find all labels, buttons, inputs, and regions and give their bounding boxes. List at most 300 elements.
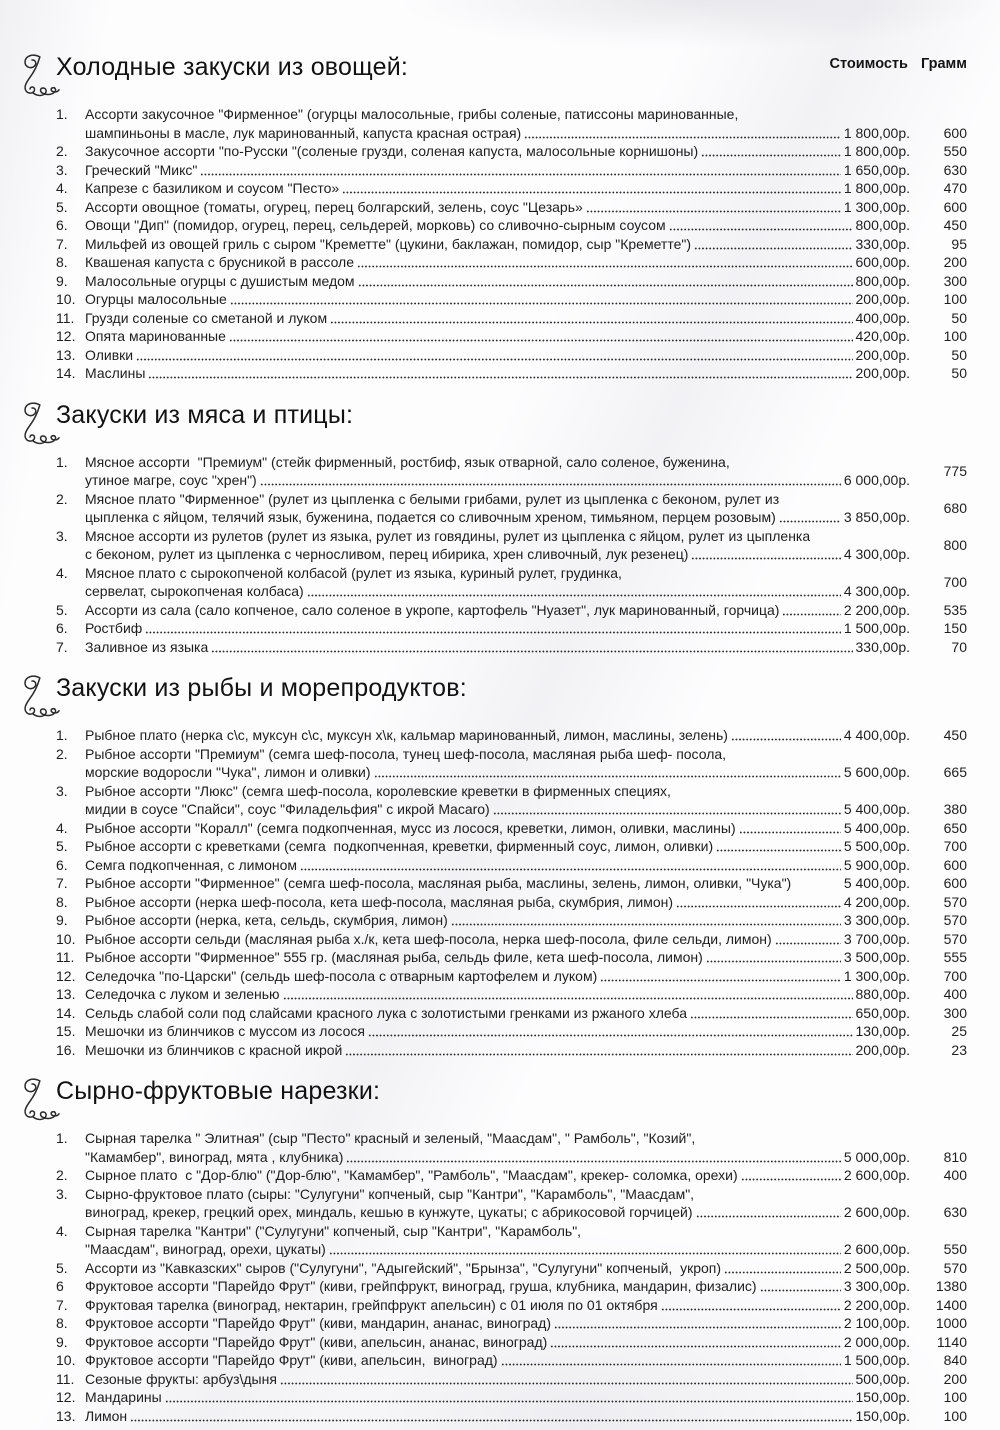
item-line <box>56 1259 910 1278</box>
item-description: утиное магре, соус "хрен") <box>85 472 257 488</box>
item-price: 2 600,00р. <box>843 1241 910 1257</box>
item-description: с беконом, рулет из цыпленка с черносливом, перец ибирика, хрен сливочный, лук резенец) <box>85 546 689 562</box>
item-description: Сельдь слабой соли под слайсами красного лука с золотистыми гренками из ржаного хлеба <box>85 1004 687 1021</box>
item-grams: 550 <box>943 143 967 159</box>
menu-item-row <box>56 327 967 346</box>
item-grams: 555 <box>943 949 967 965</box>
item-description: Сырное плато с "Дор-блю" ("Дор-блю", "Камамбер", "Рамболь", "Маасдам", крекер- соломка, орехи) <box>85 1167 738 1183</box>
item-text <box>56 1370 910 1389</box>
item-price: 5 500,00р. <box>843 838 910 854</box>
item-description: Мясное плато с сырокопченой колбасой (рулет из языка, куриный рулет, грудинка, <box>85 564 622 581</box>
menu-item-row <box>56 948 967 967</box>
item-line <box>56 800 910 819</box>
item-price: 880,00р. <box>855 986 910 1002</box>
item-text <box>56 1351 910 1370</box>
item-text <box>56 179 910 198</box>
menu-item-row <box>56 272 967 291</box>
item-description: виноград, крекер, грецкий орех, миндаль, кешью в кунжуте, цукаты; с абрикосовой горчицей) <box>85 1204 693 1220</box>
item-text <box>56 1004 910 1023</box>
menu-item-row <box>56 290 967 309</box>
item-line <box>56 142 910 161</box>
item-line <box>56 272 910 291</box>
item-line <box>56 819 910 838</box>
dotted-leader <box>229 338 853 343</box>
item-line <box>56 364 910 383</box>
section-header <box>20 52 967 96</box>
item-grams: 150 <box>943 620 967 636</box>
item-description: Маслины <box>85 365 146 381</box>
item-text <box>56 911 910 930</box>
item-text <box>56 1022 910 1041</box>
menu-item-row <box>56 837 967 856</box>
item-description: Закусочное ассорти "по-Русски "(соленые грузди, соленая капуста, малосольные корнишоны) <box>85 143 699 159</box>
item-number <box>56 1148 85 1167</box>
item-price: 650,00р. <box>855 1004 910 1021</box>
item-line <box>56 948 910 967</box>
item-text <box>56 930 910 949</box>
item-text <box>56 1277 910 1296</box>
flourish-icon <box>20 1077 60 1123</box>
item-grams: 23 <box>951 1041 967 1058</box>
item-grams: 200 <box>943 254 967 270</box>
item-price: 500,00р. <box>855 1370 910 1387</box>
item-line <box>56 782 910 801</box>
item-price: 5 400,00р. <box>843 875 910 891</box>
item-line <box>56 471 910 490</box>
item-number: 8. <box>56 254 68 270</box>
item-number: 7. <box>56 638 68 655</box>
item-price: 6 000,00р. <box>843 472 910 488</box>
item-description: Греческий "Микс" <box>85 161 198 178</box>
menu-item-row <box>56 911 967 930</box>
menu-item-row <box>56 1407 967 1426</box>
item-price: 1 800,00р. <box>843 124 910 141</box>
item-number: 11. <box>56 1370 75 1387</box>
item-grams: 800 <box>943 536 967 553</box>
section-items <box>56 726 967 1059</box>
dotted-leader <box>690 1015 853 1020</box>
item-text <box>56 819 910 838</box>
item-description: Рыбное ассорти (нерка, кета, сельдь, скумбрия, лимон) <box>85 912 448 928</box>
menu-item-row <box>56 1259 967 1278</box>
menu-item-row <box>56 346 967 365</box>
menu-item-row <box>56 1388 967 1407</box>
menu-item-row <box>56 745 967 782</box>
item-line <box>56 527 910 546</box>
dotted-leader <box>300 867 841 872</box>
item-line <box>56 508 910 527</box>
menu-item-row <box>56 1166 967 1185</box>
item-price: 4 300,00р. <box>843 583 910 599</box>
item-price: 130,00р. <box>855 1023 910 1039</box>
item-grams: 570 <box>943 1259 967 1276</box>
item-line <box>56 985 910 1004</box>
item-grams: 25 <box>951 1023 967 1039</box>
item-description: Рыбное плато (нерка с\с, муксун с\с, муксун х\к, кальмар маринованный, лимон, маслины, зелень) <box>85 727 728 743</box>
item-number: 7. <box>56 1296 68 1313</box>
item-number: 14. <box>56 365 76 381</box>
menu-item-row <box>56 1222 967 1259</box>
item-number: 5. <box>56 601 68 618</box>
dotted-leader <box>782 612 840 617</box>
item-number: 6. <box>56 856 68 873</box>
dotted-leader <box>136 357 852 362</box>
item-number: 4. <box>56 180 68 196</box>
item-price: 5 400,00р. <box>843 819 910 836</box>
item-line <box>56 1166 910 1185</box>
dotted-leader <box>368 1033 853 1038</box>
item-line <box>56 1203 910 1222</box>
item-number <box>56 124 85 143</box>
item-number: 3. <box>56 161 68 178</box>
section-items <box>56 105 967 383</box>
item-description: Рыбное ассорти "Фирменное" (семга шеф-посола, масляная рыба, маслины, зелень, лимон, оливки, "Чука") <box>85 875 792 891</box>
item-description: сервелат, сырокопченая колбаса) <box>85 583 304 599</box>
item-number <box>56 763 85 782</box>
item-number <box>56 1203 85 1222</box>
item-line <box>56 726 910 745</box>
dotted-leader <box>524 135 841 140</box>
dotted-leader <box>775 941 841 946</box>
item-description: Мешочки из блинчиков с красной икрой <box>85 1041 343 1058</box>
dotted-leader <box>794 885 841 890</box>
item-price: 3 500,00р. <box>843 949 910 965</box>
item-price: 420,00р. <box>855 328 910 344</box>
item-description: Семга подкопченная, с лимоном <box>85 856 297 873</box>
item-number: 8. <box>56 893 68 910</box>
item-description: Оливки <box>85 346 134 363</box>
menu-item-row <box>56 105 967 142</box>
item-number: 6. <box>56 217 68 233</box>
item-number: 6 <box>56 1278 64 1294</box>
item-text <box>56 105 910 142</box>
item-grams: 630 <box>943 161 967 178</box>
item-line <box>56 1370 910 1389</box>
item-text <box>56 490 910 527</box>
item-grams: 700 <box>943 838 967 854</box>
item-number: 6. <box>56 620 68 636</box>
menu-item-row <box>56 1314 967 1333</box>
menu-item-row <box>56 638 967 657</box>
item-line <box>56 967 910 986</box>
menu-section <box>20 52 967 383</box>
item-price: 150,00р. <box>855 1407 910 1424</box>
item-line <box>56 1333 910 1352</box>
item-text <box>56 216 910 235</box>
item-text <box>56 948 910 967</box>
dotted-leader <box>554 1325 841 1330</box>
section-items <box>56 453 967 657</box>
item-number: 8. <box>56 1315 68 1331</box>
item-description: Селедочка с луком и зеленью <box>85 986 280 1002</box>
section-title: Холодные закуски из овощей: <box>56 53 409 81</box>
item-grams: 535 <box>943 601 967 618</box>
item-grams: 50 <box>951 365 967 381</box>
item-text <box>56 235 910 254</box>
item-text <box>56 893 910 912</box>
item-price: 2 100,00р. <box>843 1315 910 1331</box>
item-description: Огурцы малосольные <box>85 291 227 307</box>
menu-sections <box>20 52 967 1425</box>
item-number: 7. <box>56 235 68 252</box>
item-grams: 680 <box>943 499 967 516</box>
item-number: 4. <box>56 819 68 836</box>
item-description: Фруктовое ассорти "Парейдо Фрут" (киви, апельсин, ананас, виноград) <box>85 1333 548 1350</box>
dotted-leader <box>329 1251 841 1256</box>
menu-item-row <box>56 1333 967 1352</box>
item-price: 4 300,00р. <box>843 546 910 562</box>
dotted-leader <box>501 1362 841 1367</box>
item-number: 15. <box>56 1023 76 1039</box>
item-line <box>56 216 910 235</box>
item-grams: 570 <box>943 930 967 947</box>
item-grams: 100 <box>943 328 967 344</box>
menu-item-row <box>56 490 967 527</box>
item-text <box>56 1166 910 1185</box>
item-number: 9. <box>56 272 68 289</box>
dotted-leader <box>260 482 841 487</box>
item-text <box>56 601 910 620</box>
item-grams: 380 <box>943 801 967 817</box>
item-text <box>56 837 910 856</box>
item-text <box>56 985 910 1004</box>
item-description: Рыбное ассорти "Фирменное" 555 гр. (масляная рыба, сельдь филе, кета шеф-посола, лимон) <box>85 949 703 965</box>
item-price: 800,00р. <box>855 272 910 289</box>
dotted-leader <box>760 1288 841 1293</box>
item-text <box>56 309 910 328</box>
item-description: Мясное ассорти "Премиум" (стейк фирменный, ростбиф, язык отварной, сало соленое, буженина, <box>85 453 730 470</box>
item-number: 2. <box>56 745 68 762</box>
item-price: 200,00р. <box>855 291 910 307</box>
item-number: 2. <box>56 490 68 507</box>
menu-item-row <box>56 782 967 819</box>
item-number <box>56 800 85 819</box>
item-description: Овощи "Дип" (помидор, огурец, перец, сельдерей, морковь) со сливочно-сырным соусом <box>85 217 666 233</box>
dotted-leader <box>145 630 841 635</box>
menu-section <box>20 673 967 1059</box>
item-price: 2 000,00р. <box>843 1333 910 1350</box>
item-grams: 100 <box>943 291 967 307</box>
item-description: Сезоные фрукты: арбуз\дыня <box>85 1370 277 1387</box>
dotted-leader <box>696 1214 841 1219</box>
dotted-leader <box>676 904 841 909</box>
item-grams: 1140 <box>936 1333 967 1350</box>
item-number: 13. <box>56 1407 76 1424</box>
item-text <box>56 638 910 657</box>
item-number: 11. <box>56 309 75 326</box>
item-price: 5 000,00р. <box>843 1148 910 1165</box>
item-text <box>56 1259 910 1278</box>
dotted-leader <box>358 283 853 288</box>
item-number: 9. <box>56 912 68 928</box>
item-grams: 665 <box>943 764 967 780</box>
item-number: 9. <box>56 1333 68 1350</box>
item-text <box>56 745 910 782</box>
menu-item-row <box>56 893 967 912</box>
menu-item-row <box>56 1004 967 1023</box>
item-text <box>56 1388 910 1407</box>
section-title: Закуски из рыбы и морепродуктов: <box>56 674 467 702</box>
item-number: 10. <box>56 930 76 947</box>
item-grams: 470 <box>943 180 967 196</box>
item-text <box>56 272 910 291</box>
item-price: 5 400,00р. <box>843 801 910 817</box>
item-price: 1 300,00р. <box>843 198 910 215</box>
item-grams: 630 <box>943 1204 967 1220</box>
item-grams: 300 <box>943 272 967 289</box>
item-line <box>56 1351 910 1370</box>
item-number: 10. <box>56 1352 76 1368</box>
item-number: 2. <box>56 1167 68 1183</box>
dotted-leader <box>200 172 840 177</box>
item-line <box>56 1222 910 1241</box>
dotted-leader <box>345 1052 852 1057</box>
item-description: Мандарины <box>85 1389 162 1405</box>
item-price: 3 700,00р. <box>843 930 910 947</box>
item-description: Фруктовое ассорти "Парейдо Фрут" (киви, грейпфрукт, виноград, груша, клубника, мандарин, физалис) <box>85 1278 757 1294</box>
item-price: 200,00р. <box>855 346 910 363</box>
item-line <box>56 1314 910 1333</box>
item-line <box>56 198 910 217</box>
item-description: Рыбное ассорти сельди (масляная рыба х./к, кета шеф-посола, нерка шеф-посола, филе сельди, лимон) <box>85 930 772 947</box>
dotted-leader <box>600 978 841 983</box>
item-number: 1. <box>56 727 68 743</box>
dotted-leader <box>691 556 840 561</box>
menu-item-row <box>56 856 967 875</box>
item-description: Мясное плато "Фирменное" (рулет из цыпленка с белыми грибами, рулет из цыпленка с беконом, рулет из <box>85 490 780 507</box>
menu-item-row <box>56 819 967 838</box>
item-price: 4 200,00р. <box>843 893 910 910</box>
menu-item-row <box>56 564 967 601</box>
item-price: 3 850,00р. <box>843 509 910 525</box>
item-grams: 300 <box>943 1004 967 1021</box>
item-description: Мильфей из овощей гриль с сыром "Креметте" (цукини, баклажан, помидор, сыр "Креметте") <box>85 235 691 252</box>
item-number: 3. <box>56 527 68 544</box>
item-price: 2 600,00р. <box>843 1204 910 1220</box>
item-text <box>56 564 910 601</box>
item-text <box>56 874 910 893</box>
item-line <box>56 290 910 309</box>
item-number: 12. <box>56 328 76 344</box>
menu-item-row <box>56 1296 967 1315</box>
item-line <box>56 327 910 346</box>
menu-section <box>20 400 967 657</box>
item-line <box>56 179 910 198</box>
flourish-icon <box>20 674 60 720</box>
item-text <box>56 1314 910 1333</box>
item-line <box>56 453 910 472</box>
item-description: Рыбное ассорти "Премиум" (семга шеф-посола, тунец шеф-посола, масляная рыба шеф- посола, <box>85 745 727 762</box>
item-number: 14. <box>56 1004 76 1021</box>
item-price: 400,00р. <box>855 309 910 326</box>
item-price: 330,00р. <box>855 235 910 252</box>
item-description: Фруктовая тарелка (виноград, нектарин, грейпфрукт апельсин) с 01 июля по 01 октября <box>85 1296 658 1313</box>
item-text <box>56 453 910 490</box>
item-number: 3. <box>56 1185 68 1202</box>
item-line <box>56 763 910 782</box>
item-description: мидии в соусе "Спайси", соус "Филадельфия" с икрой Macaro) <box>85 801 490 817</box>
item-grams: 50 <box>951 309 967 326</box>
item-line <box>56 490 910 509</box>
item-description: цыпленка с яйцом, телячий язык, буженина, подается со сливочным хреном, тимьяном, перцем розовым) <box>85 509 776 525</box>
item-description: Малосольные огурцы с душистым медом <box>85 272 355 289</box>
dotted-leader <box>130 1418 852 1423</box>
item-grams: 600 <box>943 124 967 141</box>
item-text <box>56 253 910 272</box>
dotted-leader <box>741 1177 841 1182</box>
item-description: шампиньоны в масле, лук маринованный, капуста красная острая) <box>85 124 522 141</box>
item-number: 12. <box>56 967 76 984</box>
item-number: 4. <box>56 1222 68 1239</box>
item-line <box>56 161 910 180</box>
item-text <box>56 142 910 161</box>
menu-item-row <box>56 967 967 986</box>
section-header <box>20 673 967 717</box>
item-grams: 570 <box>943 893 967 910</box>
item-number <box>56 471 85 490</box>
dotted-leader <box>280 1381 853 1386</box>
section-header <box>20 400 967 444</box>
menu-item-row <box>56 235 967 254</box>
dotted-leader <box>330 320 852 325</box>
item-description: Сырная тарелка " Элитная" (сыр "Песто" красный и зеленый, "Маасдам", " Рамболь", "Козий", <box>85 1130 696 1146</box>
item-price: 800,00р. <box>855 217 910 233</box>
item-price: 200,00р. <box>855 365 910 381</box>
section-title: Сырно-фруктовые нарезки: <box>56 1077 381 1105</box>
dotted-leader <box>283 996 853 1001</box>
menu-item-row <box>56 309 967 328</box>
item-number: 5. <box>56 198 68 215</box>
item-line <box>56 745 910 764</box>
item-line <box>56 619 910 638</box>
item-description: Мясное ассорти из рулетов (рулет из языка, рулет из говядины, рулет из цыпленка с яйцом, рулет из цыпленка <box>85 527 811 544</box>
item-number: 4. <box>56 564 68 581</box>
item-line <box>56 309 910 328</box>
item-line <box>56 893 910 912</box>
item-text <box>56 527 910 564</box>
item-line <box>56 105 910 124</box>
dotted-leader <box>230 301 853 306</box>
menu-item-row <box>56 985 967 1004</box>
item-text <box>56 1041 910 1060</box>
item-number: 3. <box>56 782 68 799</box>
item-text <box>56 726 910 745</box>
item-number <box>56 1240 85 1259</box>
menu-item-row <box>56 1277 967 1296</box>
item-line <box>56 1022 910 1041</box>
item-line <box>56 564 910 583</box>
dotted-leader <box>451 922 841 927</box>
item-grams: 400 <box>943 986 967 1002</box>
item-number: 5. <box>56 838 68 854</box>
item-price: 5 600,00р. <box>843 764 910 780</box>
item-number <box>56 582 85 601</box>
item-grams: 400 <box>943 1167 967 1183</box>
item-grams: 775 <box>943 462 967 479</box>
item-grams: 600 <box>943 875 967 891</box>
menu-item-row <box>56 1351 967 1370</box>
item-description: "Камамбер", виноград, мята , клубника) <box>85 1148 344 1165</box>
item-price: 1 800,00р. <box>843 180 910 196</box>
item-description: Ассорти овощное (томаты, огурец, перец болгарский, зелень, соус "Цезарь» <box>85 198 583 215</box>
item-text <box>56 364 910 383</box>
item-text <box>56 198 910 217</box>
item-description: морские водоросли "Чука", лимон и оливки) <box>85 764 371 780</box>
item-number: 1. <box>56 1130 68 1146</box>
item-number: 13. <box>56 346 76 363</box>
menu-item-row <box>56 453 967 490</box>
menu-item-row <box>56 601 967 620</box>
